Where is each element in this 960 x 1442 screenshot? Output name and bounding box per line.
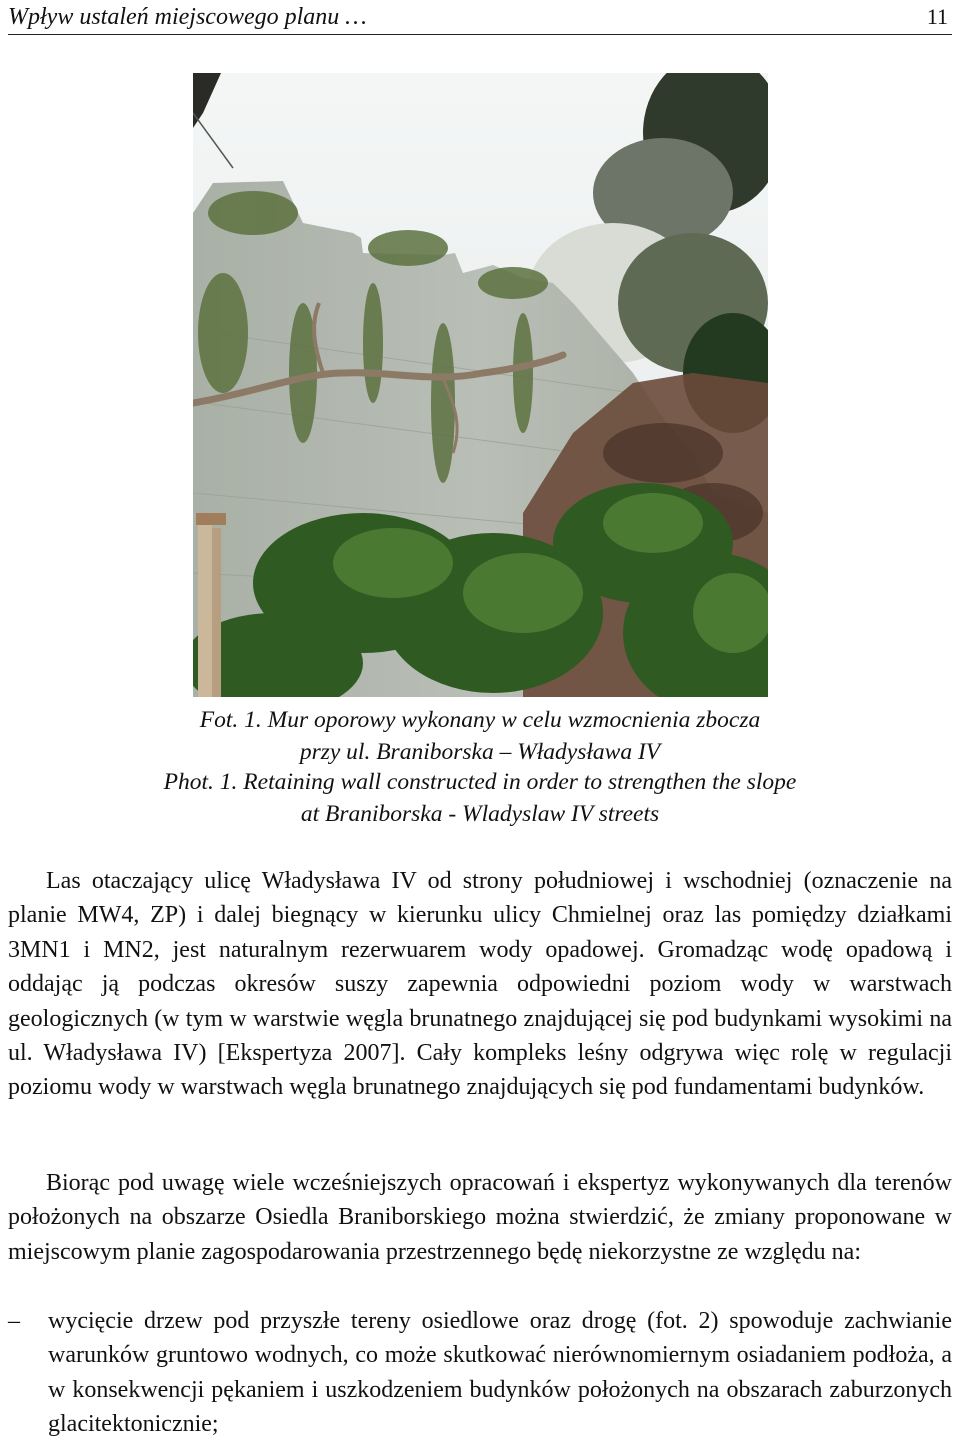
bullet-text: wycięcie drzew pod przyszłe tereny osiedlowe oraz drogę (fot. 2) spowoduje zachwianie warunków gruntowo wodnych, co może skutkować nierównomiernym osiadaniem podłoża, a w konsekwencji pękaniem i uszkodzeniem budynków położonych na obszarach zaburzonych glacitektonicznie; (48, 1308, 952, 1438)
caption-pl-line2: przy ul. Braniborska – Władysława IV (299, 739, 661, 765)
paragraph-1 (8, 864, 952, 1105)
photo-caption-polish (0, 704, 960, 768)
caption-en-line2: at Braniborska - Wladyslaw IV streets (300, 801, 660, 827)
bullet-dash: – (8, 1308, 20, 1334)
caption-pl-line1: Fot. 1. Mur oporowy wykonany w celu wzmocnienia zbocza (199, 707, 761, 733)
page-number: 11 (926, 4, 948, 29)
list-item (8, 1304, 952, 1442)
running-header (8, 2, 952, 35)
header-title: Wpływ ustaleń miejscowego planu … (8, 4, 367, 30)
paragraph-2: Biorąc pod uwagę wiele wcześniejszych opracowań i ekspertyz wykonywanych dla terenów położonych na obszarze Osiedla Braniborskiego można stwierdzić, że zmiany proponowane w miejscowym planie zagospodarowania przestrzennego będę niekorzystne ze względu na: (8, 1170, 952, 1265)
paragraph-1-text: Las otaczający ulicę Władysława IV od strony południowej i wschodniej (oznaczenie na planie MW4, ZP) i dalej biegnący w kierunku ulicy Chmielnej oraz las pomiędzy działkami 3MN1 i MN2, jest naturalnym rezerwuarem wody opadowej. Gromadząc wodę opadową i oddając ją podczas okresów suszy zapewnia odpowiedni poziom wody w warstwach geologicznych (w tym w warstwie węgla brunatnego znajdującej się pod budynkami wysokimi na ul. Władysława IV) [Ekspertyza 2007]. Cały kompleks leśny odgrywa więc rolę w regulacji poziomu wody w warstwach węgla brunatnego znajdujących się pod fundamentami budynków. (8, 868, 952, 1101)
photo-caption-english (0, 766, 960, 830)
retaining-wall-photo (193, 73, 768, 697)
caption-en-line1: Phot. 1. Retaining wall constructed in order to strengthen the slope (163, 769, 797, 795)
